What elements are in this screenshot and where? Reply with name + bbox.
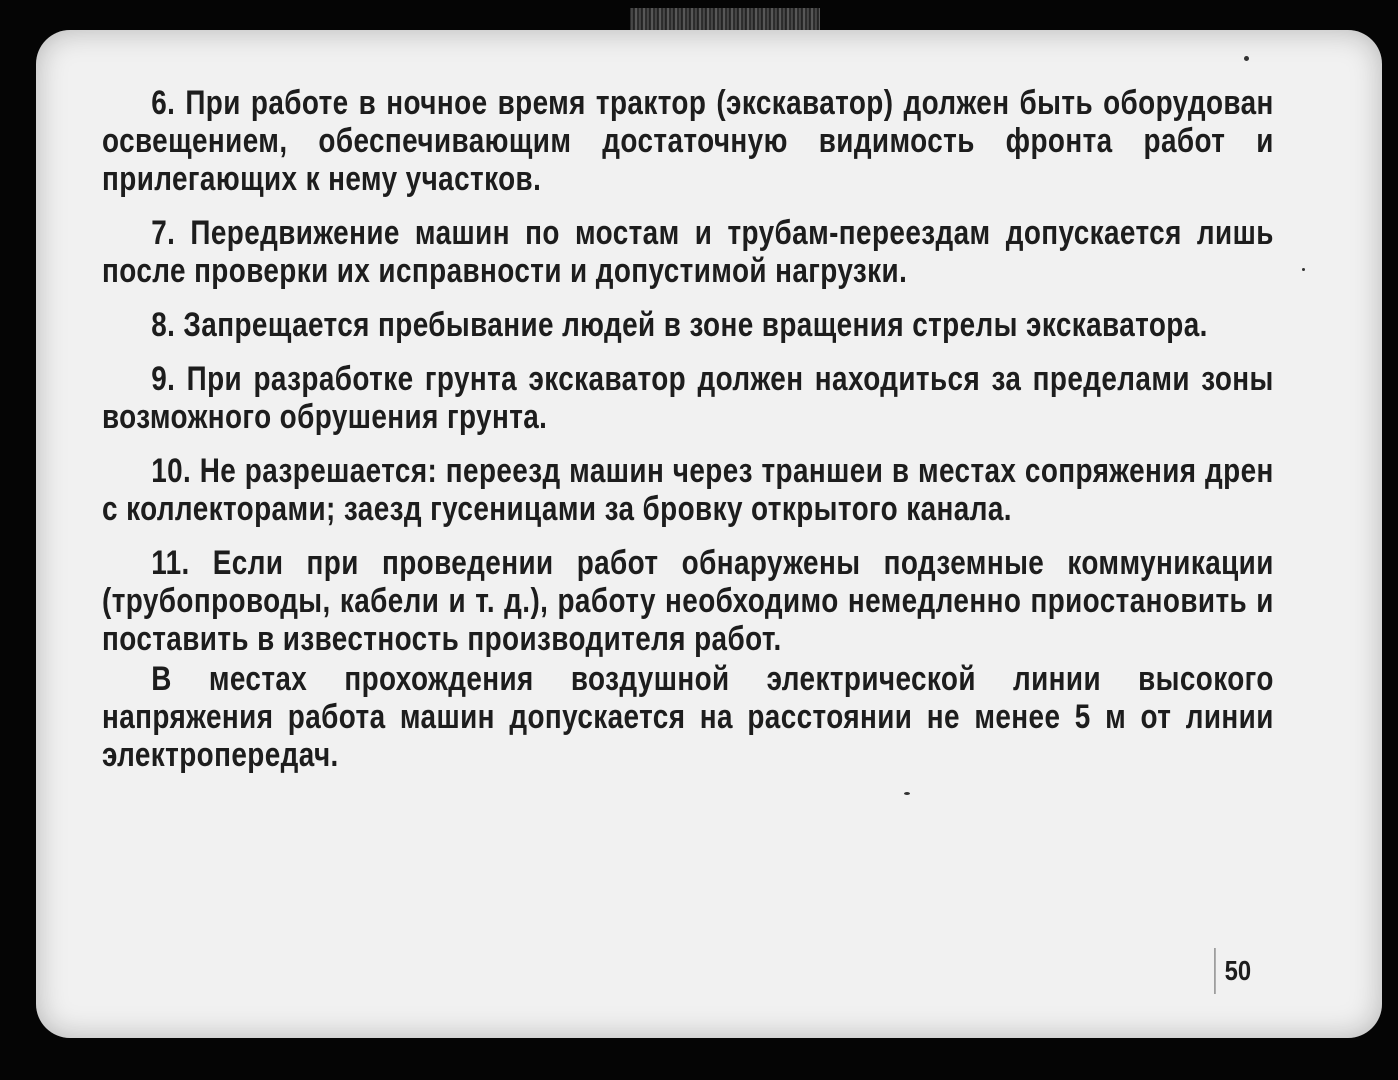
rule-9: 9. При разработке грунта экскаватор должен находиться за пределами зоны возможного обрушения грунта. [102, 360, 1274, 436]
filmstrip-slide [36, 30, 1382, 1038]
rule-7: 7. Передвижение машин по мостам и трубам-переездам допускается лишь после проверки их исправности и допустимой нагрузки. [102, 214, 1274, 290]
dust-speck [1244, 56, 1249, 61]
rule-6: 6. При работе в ночное время трактор (экскаватор) должен быть оборудован освещением, обеспечивающим достаточную видимость фронта работ и прилегающих к нему участков. [102, 84, 1274, 198]
rules-text [102, 84, 1274, 790]
rule-10: 10. Не разрешается: переезд машин через траншеи в местах сопряжения дрен с коллекторами; заезд гусеницами за бровку открытого канала. [102, 452, 1274, 528]
rule-power-lines: В местах прохождения воздушной электрической линии высокого напряжения работа машин допускается на расстоянии не менее 5 м от линии электропередач. [102, 660, 1274, 774]
page-number: 50 [1214, 948, 1260, 994]
rule-11: 11. Если при проведении работ обнаружены подземные коммуникации (трубопроводы, кабели и т. д.), работу необходимо немедленно приостановить и поставить в известность производителя работ. [102, 544, 1274, 658]
film-edge [630, 8, 820, 30]
rule-8: 8. Запрещается пребывание людей в зоне вращения стрелы экскаватора. [151, 306, 1208, 344]
dust-speck [904, 792, 910, 795]
dust-speck [1302, 268, 1305, 271]
